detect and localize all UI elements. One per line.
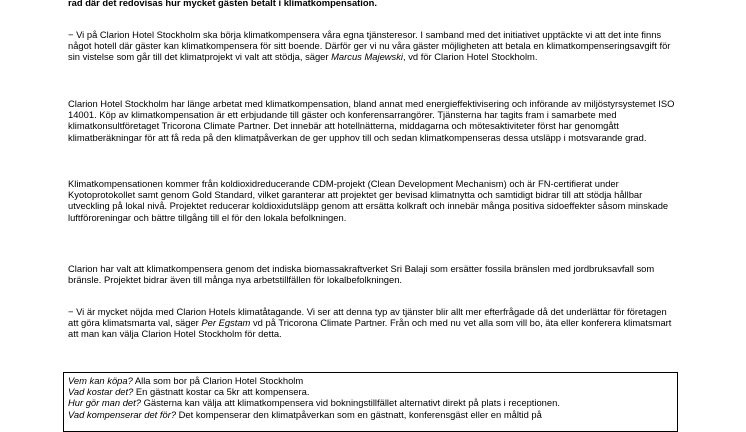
faq-item (68, 386, 673, 397)
faq-answer: En gästnatt kostar ca 5kr att kompensera. (133, 386, 310, 398)
quote-person-name: Per Egstam (201, 317, 251, 329)
faq-answer: Gästerna kan välja att klimatkompensera vid bokningstillfället alternativt direkt på plats i receptionen. (140, 397, 560, 409)
quote-paragraph-majewski (68, 29, 678, 63)
faq-answer: Alla som bor på Clarion Hotel Stockholm (132, 375, 304, 386)
quote-text-start: − Vi på Clarion Hotel Stockholm ska börja klimatkompensera våra egna tjänsteresor. I samband med det initiativet upptäckte vi att det inte finns något hotell där gäster kan klimatkompensera för sitt boende. Därför ger vi nu våra gäster möjligheten att betala en klimatkompenseringsavgift för sin vistelse som går till det klimatprojekt vi valt att stödja, säger (68, 29, 671, 63)
paragraph-climate-work: Clarion Hotel Stockholm har länge arbetat med klimatkompensation, bland annat med energieffektivisering och införande av miljöstyrsystemet ISO 14001. Köp av klimatkompensation är ett erbjudande till gäster och konferensarrangörer. Tjänsterna har tagits fram i samarbete med klimatkonsultföretaget Tricorona Climate Partner. Det innebär att hotellnätterna, middagarna och mötesaktiviteter först har genomgått klimatberäkningar för att få reda på den klimatpåverkan de ger upphov till och sedan klimatkompenseras dessa utsläpp i motsvarande grad. (68, 98, 675, 143)
previous-paragraph-end: rad där det redovisas hur mycket gästen betalt i klimatkompensation. (68, 0, 377, 8)
faq-item (68, 375, 673, 386)
quote-text-start: − Vi är mycket nöjda med Clarion Hotels klimatåtagande. Vi ser att denna typ av tjänster blir allt mer efterfrågade då det underlättar för företagen att göra klimatsmarta val, säger (68, 306, 667, 329)
faq-item (68, 409, 673, 420)
faq-question: Vad kompenserar det för? (68, 408, 177, 420)
quote-person-name: Marcus Majewski (331, 51, 404, 63)
faq-question: Vem kan köpa? (68, 375, 133, 386)
faq-question: Hur gör man det? (68, 397, 141, 409)
quote-text-end: vd på Tricorona Climate Partner. Från och med nu vet alla som vill bo, äta eller konferera klimatsmart att man kan välja Clarion Hotel Stockholm för detta. (68, 317, 672, 340)
paragraph-sri-balaji: Clarion har valt att klimatkompensera genom det indiska biomassakraftverket Sri Balaji som ersätter fossila bränslen med jordbruksavfall som bränsle. Projektet bidrar även till många nya arbetstillfällen för lokalbefolkningen. (68, 263, 655, 286)
quote-text-end: , vd för Clarion Hotel Stockholm. (403, 51, 538, 63)
faq-question: Vad kostar det? (68, 386, 134, 398)
faq-box (63, 372, 678, 432)
quote-paragraph-egstam (68, 306, 678, 340)
paragraph-cdm-project: Klimatkompensationen kommer från koldioxidreducerande CDM-projekt (Clean Development Mechanism) och är FN-certifierat under Kyotoprotokollet samt genom Gold Standard, vilket garanterar att projektet ger bevisad klimatnytta och samtidigt bidrar till att stödja hållbar utveckling på lokal nivå. Projektet reducerar koldioxidutsläpp genom att ersätta kolkraft och innebär många positiva sidoeffekter såsom minskade luftföroreningar och bättre tillgång till el för den lokala befolkningen. (68, 178, 669, 223)
faq-item (68, 397, 673, 408)
faq-answer: Det kompenserar den klimatpåverkan som en gästnatt, konferensgäst eller en måltid på (176, 408, 542, 420)
